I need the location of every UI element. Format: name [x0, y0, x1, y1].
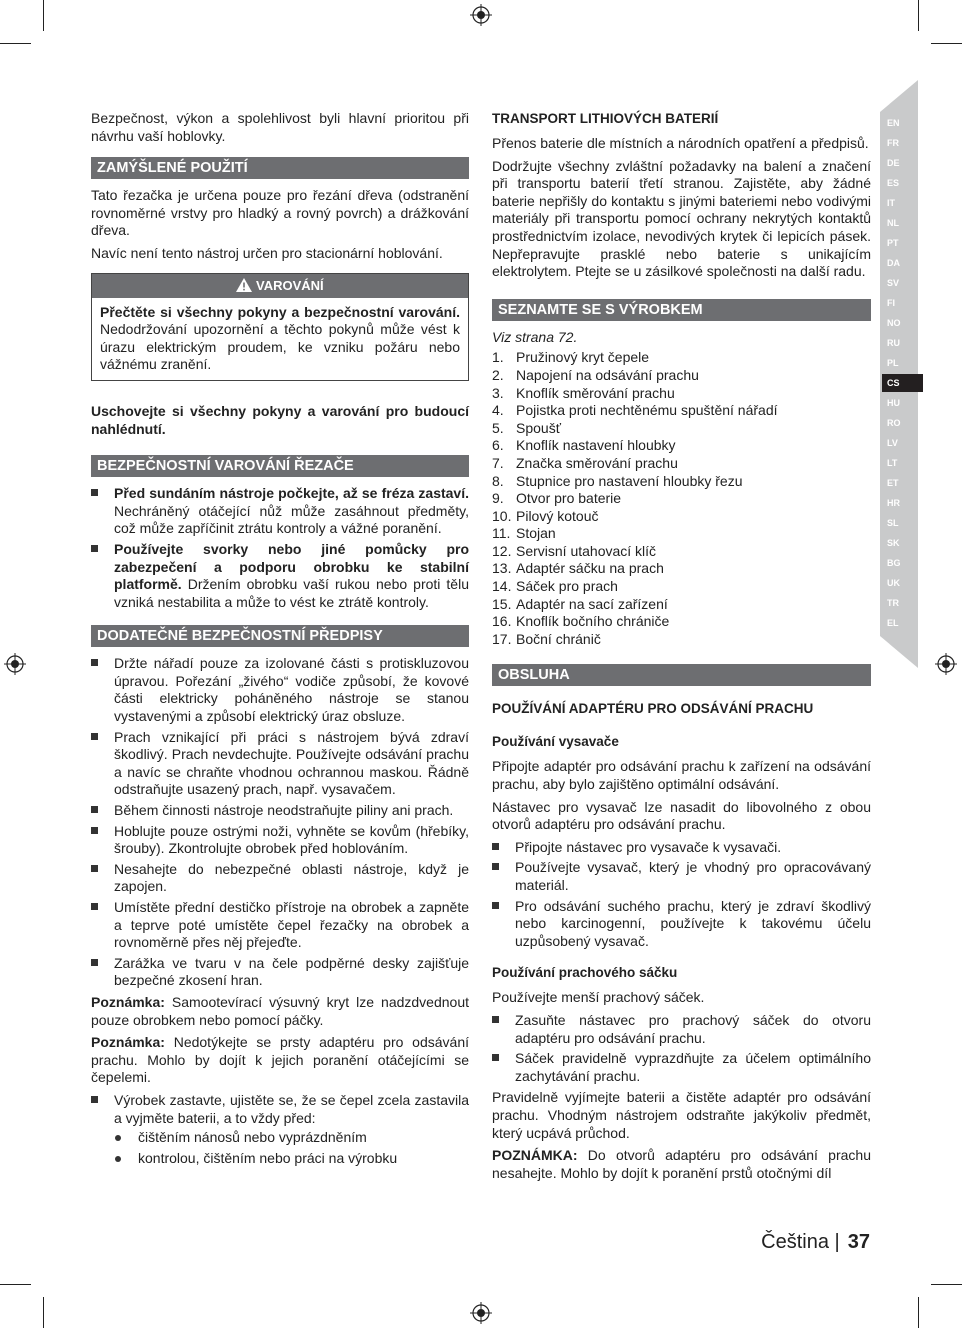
part-item	[492, 525, 871, 543]
vacuum-text: Nástavec pro vysavač lze nasadit do libovolného z obou otvorů adaptéru pro odsávání prachu.	[492, 798, 871, 833]
language-tab-sk: SK	[887, 538, 900, 548]
part-number: 17.	[492, 630, 512, 647]
language-tab-tr: TR	[887, 598, 899, 608]
part-label: Knoflík nastavení hloubky	[516, 437, 676, 454]
part-number: 6.	[492, 437, 504, 454]
warning-text	[100, 304, 460, 374]
part-number: 3.	[492, 384, 504, 401]
keep-instructions	[91, 403, 469, 438]
list-item	[91, 729, 469, 799]
part-item	[492, 543, 871, 561]
part-number: 12.	[492, 542, 512, 559]
language-tab-bg: BG	[887, 558, 901, 568]
list-item	[91, 655, 469, 725]
additional-safety-list	[91, 655, 469, 990]
transport-text: Dodržujte všechny zvláštní požadavky na balení a značení při transportu baterií třetí stranou. Zajistěte, aby žádné baterie nepřišly do kontaktu s jinými bateriemi nebo vodivými materiály při transportu pomocí ochrany nekrytých kontaktů prostřednictvím izolace, nevodivých krytek či lepicích pásek. Nepřepravujte prasklé nebo baterie s unikajícím elektrolytem. Ptejte se u zásilkové společnosti na další radu.	[492, 157, 871, 280]
note-label: POZNÁMKA:	[492, 1147, 578, 1164]
part-item	[492, 349, 871, 367]
list-item	[91, 823, 469, 858]
page-number: 37	[847, 1231, 870, 1253]
item-text: Výrobek zastavte, ujistěte se, že se čepel zcela zastavila a vyjměte baterii, a to vždy před:	[114, 1091, 469, 1126]
part-number: 4.	[492, 402, 504, 419]
crop-mark	[0, 1284, 31, 1285]
note	[91, 1034, 469, 1087]
transport-title: TRANSPORT LITHIOVÝCH BATERIÍ	[492, 111, 719, 126]
language-tab-hu: HU	[887, 398, 900, 408]
item-bold: Používejte svorky nebo jiné pomůcky pro zabezpečení a podporu obrobku ke stabilní platformě.	[114, 540, 469, 593]
warning-header	[92, 274, 468, 298]
bag-title: Používání prachového sáčku	[492, 965, 678, 981]
item-text: Pro odsávání suchého prachu, který je zdraví škodlivý nebo karcinogenní, používejte k takovému účelu uzpůsobený vysavač.	[515, 897, 871, 949]
section-header-cutter-safety: BEZPEČNOSTNÍ VAROVÁNÍ ŘEZAČE	[91, 455, 469, 477]
section-header-product: SEZNAMTE SE S VÝROBKEM	[492, 299, 871, 321]
part-label: Boční chránič	[516, 630, 601, 647]
item-text: Hoblujte pouze ostrými noži, vyhněte se kovům (hřebíky, šrouby). Zkontrolujte obrobek před hoblováním.	[114, 822, 469, 857]
part-number: 11.	[492, 525, 511, 542]
vacuum-title: Používání vysavače	[492, 734, 619, 750]
list-item	[91, 802, 469, 820]
part-number: 13.	[492, 560, 512, 577]
bag-text: Používejte menší prachový sáček.	[492, 989, 705, 1006]
part-item	[492, 578, 871, 596]
language-tab-fi: FI	[887, 298, 895, 308]
part-item	[492, 631, 871, 649]
list-item	[91, 485, 469, 538]
language-tab-sl: SL	[887, 518, 899, 528]
part-number: 8.	[492, 472, 504, 489]
warning-bold: Přečtěte si všechny pokyny a bezpečnostní varování.	[100, 303, 460, 320]
part-number: 5.	[492, 419, 504, 436]
stop-product-list	[91, 1092, 469, 1167]
part-item	[492, 613, 871, 631]
part-item	[492, 420, 871, 438]
list-item	[91, 955, 469, 990]
item-text: Zasuňte nástavec pro prachový sáček do otvoru adaptéru pro odsávání prachu.	[515, 1011, 871, 1046]
bag-list	[492, 1012, 871, 1085]
part-label: Sáček pro prach	[516, 578, 618, 595]
vacuum-text: Připojte adaptér pro odsávání prachu k zařízení na odsávání prachu, aby bylo zajištěno optimální odsávání.	[492, 758, 871, 793]
note-text: Samootevírací výsuvný kryt lze nadzdvednout pouze obrobkem nebo pomocí páčky.	[91, 993, 469, 1028]
list-item	[492, 839, 871, 857]
registration-mark-icon	[470, 1302, 492, 1324]
part-number: 7.	[492, 454, 504, 471]
intro-text: Bezpečnost, výkon a spolehlivost byli hlavní prioritou při návrhu vaší hoblovky.	[91, 110, 469, 144]
list-item	[91, 541, 469, 611]
part-label: Pojistka proti nechtěnému spuštění nářadí	[516, 402, 778, 419]
part-label: Pružinový kryt čepele	[516, 349, 650, 366]
list-item	[492, 898, 871, 951]
item-text: Prach vznikající při práci s nástrojem bývá zdraví škodlivý. Prach nevdechujte. Používejte odsávání prachu a navíc se chraňte vhodnou ochrannou maskou. Řádně odstraňujte usazený prach, např. vysavačem.	[114, 728, 469, 798]
language-tab-pt: PT	[887, 238, 899, 248]
language-tab-cs: CS	[882, 374, 923, 392]
item-text: Zarážka ve tvaru v na čele podpěrné desky zajišťuje bezpečné zkosení hran.	[114, 954, 469, 989]
warning-detail: Nedodržování upozornění a těchto pokynů může vést k úrazu elektrickým proudem, ke vzniku požáru nebo vážnému zranění.	[100, 321, 460, 373]
list-item	[91, 899, 469, 952]
see-page: Viz strana 72.	[492, 328, 578, 345]
crop-mark	[918, 0, 919, 31]
part-item	[492, 473, 871, 491]
part-label: Knoflík směrování prachu	[516, 384, 675, 401]
part-item	[492, 490, 871, 508]
crop-mark	[931, 1284, 962, 1285]
part-label: Spoušť	[516, 419, 561, 436]
part-item	[492, 508, 871, 526]
language-tab-nl: NL	[887, 218, 899, 228]
part-number: 14.	[492, 578, 512, 595]
list-item	[492, 859, 871, 894]
section-header-intended-use: ZAMÝŠLENÉ POUŽITÍ	[91, 157, 469, 179]
sub-list	[91, 1129, 469, 1167]
list-item	[91, 1092, 469, 1167]
list-item	[91, 861, 469, 896]
language-tab-it: IT	[887, 198, 895, 208]
crop-mark	[0, 43, 31, 44]
part-label: Adaptér na sací zařízení	[516, 595, 668, 612]
warning-title: VAROVÁNÍ	[255, 277, 324, 293]
item-text: čištěním nánosů nebo vyprázdněním	[138, 1129, 367, 1146]
item-text: kontrolou, čištěním nebo práci na výrobku	[138, 1149, 398, 1166]
part-item	[492, 402, 871, 420]
part-label: Otvor pro baterie	[516, 490, 622, 507]
note-label: Poznámka:	[91, 1034, 165, 1051]
part-number: 10.	[492, 507, 512, 524]
part-number: 16.	[492, 613, 512, 630]
note	[492, 1147, 871, 1182]
part-number: 15.	[492, 595, 512, 612]
sub-list-item	[91, 1150, 469, 1168]
crop-mark	[918, 1297, 919, 1328]
item-text: Nesahejte do nebezpečné oblasti nástroje, když je zapojen.	[114, 860, 469, 895]
part-label: Adaptér sáčku na prach	[516, 560, 664, 577]
part-item	[492, 385, 871, 403]
note-text: Nedotýkejte se prsty adaptéru pro odsávání prachu. Mohlo by dojít k jejich poranění otáčejícími se čepelemi.	[91, 1034, 469, 1086]
part-label: Značka směrování prachu	[516, 454, 678, 471]
item-text: Sáček pravidelně vyprazdňujte za účelem optimálního zachytávání prachu.	[515, 1050, 871, 1084]
left-column	[91, 110, 469, 1171]
language-tab-lt: LT	[887, 458, 898, 468]
intended-use-text: Tato řezačka je určena pouze pro řezání dřeva (odstranění rovnoměrné vrstvy pro hladký a rovný povrch) a drážkování dřeva.	[91, 187, 469, 239]
part-label: Knoflík bočního chrániče	[516, 613, 670, 630]
list-item	[492, 1050, 871, 1085]
bag-text: Pravidelně vyjímejte baterii a čistěte adaptér pro odsávání prachu. Vhodným nástrojem odstraňte jakýkoliv předmět, který ucpává průchod.	[492, 1089, 871, 1141]
part-item	[492, 367, 871, 385]
right-column	[492, 110, 871, 1187]
part-label: Servisní utahovací klíč	[516, 542, 657, 559]
part-label: Napojení na odsávání prachu	[516, 366, 699, 383]
language-tab-et: ET	[887, 478, 899, 488]
part-label: Stupnice pro nastavení hloubky řezu	[516, 472, 743, 489]
registration-mark-icon	[4, 653, 26, 675]
language-tab-el: EL	[887, 618, 899, 628]
item-text: Nechráněný otáčející nůž může zasáhnout předměty, což může zapříčinit ztrátu kontroly a vážné poranění.	[114, 502, 469, 537]
warning-box	[91, 273, 469, 381]
language-tab-de: DE	[887, 158, 900, 168]
language-tab-en: EN	[887, 118, 900, 128]
language-tab-hr: HR	[887, 498, 900, 508]
part-number: 2.	[492, 366, 504, 383]
language-tab-uk: UK	[887, 578, 900, 588]
language-tab-es: ES	[887, 178, 900, 188]
part-item	[492, 455, 871, 473]
vacuum-list	[492, 839, 871, 951]
page-footer	[761, 1230, 870, 1254]
item-text: Používejte vysavač, který je vhodný pro opracovávaný materiál.	[515, 859, 871, 893]
part-item	[492, 560, 871, 578]
language-tab-pl: PL	[887, 358, 899, 368]
item-text: Připojte nástavec pro vysavače k vysavači.	[515, 838, 782, 855]
registration-mark-icon	[470, 4, 492, 26]
note-label: Poznámka:	[91, 993, 165, 1010]
item-bold: Před sundáním nástroje počkejte, až se fréza zastaví.	[114, 485, 469, 502]
section-header-additional-safety: DODATEČNÉ BEZPEČNOSTNÍ PŘEDPISY	[91, 625, 469, 647]
part-number: 9.	[492, 490, 504, 507]
crop-mark	[43, 1297, 44, 1328]
sub-list-item	[91, 1129, 469, 1147]
section-header-operation: OBSLUHA	[492, 664, 871, 686]
part-label: Stojan	[516, 525, 556, 542]
note-text: Do otvorů adaptéru pro odsávání prachu nesahejte. Mohlo by dojít k poranění prstů otočnými díl	[492, 1147, 871, 1181]
language-tab-no: NO	[887, 318, 901, 328]
adapter-title: POUŽÍVÁNÍ ADAPTÉRU PRO ODSÁVÁNÍ PRACHU	[492, 701, 814, 717]
part-label: Pilový kotouč	[516, 507, 599, 524]
part-item	[492, 437, 871, 455]
intended-use-text: Navíc není tento nástroj určen pro stacionární hoblování.	[91, 244, 443, 261]
transport-text: Přenos baterie dle místních a národních opatření a předpisů.	[492, 135, 869, 151]
part-item	[492, 596, 871, 614]
language-tab-ru: RU	[887, 338, 900, 348]
language-tab-sv: SV	[887, 278, 900, 288]
part-number: 1.	[492, 349, 504, 366]
keep-instructions-text: Uschovejte si všechny pokyny a varování pro budoucí nahlédnutí.	[91, 402, 469, 437]
item-text: Umístěte přední destičko přístroje na obrobek a zapněte a teprve poté umístěte čepel řezačky na obrobek a rovnoměrně přes něj přejeďte.	[114, 899, 469, 951]
parts-list	[492, 349, 871, 648]
language-tab-ro: RO	[887, 418, 901, 428]
item-text: Během činnosti nástroje neodstraňujte piliny ani prach.	[114, 802, 454, 819]
footer-language: Čeština |	[761, 1231, 840, 1253]
language-tab-da: DA	[887, 258, 900, 268]
crop-mark	[931, 43, 962, 44]
note	[91, 994, 469, 1029]
language-tab-fr: FR	[887, 138, 899, 148]
crop-mark	[43, 0, 44, 31]
cutter-safety-list	[91, 485, 469, 611]
item-text: Držením obrobku vaší rukou nebo proti tělu vzniká nestabilita a může to vést ke ztrátě kontroly.	[114, 576, 469, 610]
list-item	[492, 1012, 871, 1047]
item-text: Držte nářadí pouze za izolované části s protiskluzovou úpravou. Pořezání „živého“ vodiče způsobí, že kovové části elektricky poháněného nástroje se stanou vystavenými a způsobí elektrický úraz obsluze.	[114, 655, 469, 725]
warning-triangle-icon	[236, 278, 252, 292]
language-tab-lv: LV	[887, 438, 898, 448]
registration-mark-icon	[935, 653, 957, 675]
